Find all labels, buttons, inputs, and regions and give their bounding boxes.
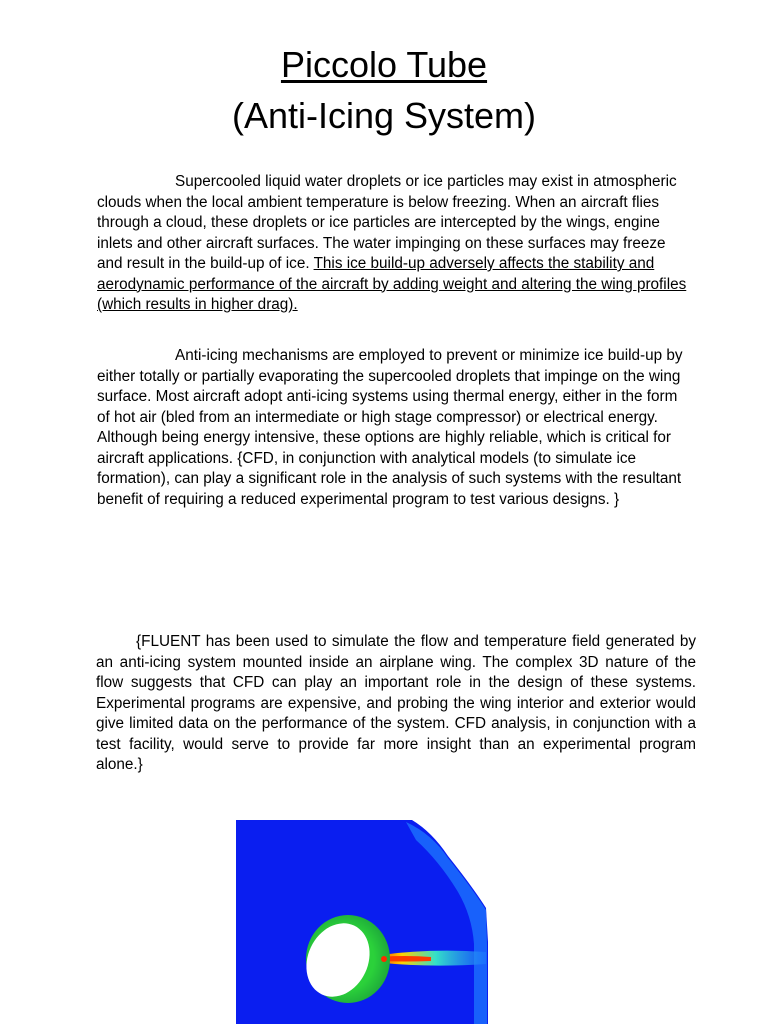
cfd-contour-image [236, 820, 492, 1024]
paragraph-fluent-text: {FLUENT has been used to simulate the flow and temperature field generated by an anti-icing system mounted inside an airplane wing. The complex 3D nature of the flow suggests that CFD can play an important role in the design of these systems. Experimental programs are expensive, and probing the wing interior and exterior would give limited data on the performance of the system. CFD analysis, in conjunction with a test facility, would serve to provide far more insight than an experimental program alone.} [96, 633, 696, 773]
document-title: Piccolo Tube [280, 44, 488, 85]
paragraph-anti-icing-text: Anti-icing mechanisms are employed to prevent or minimize ice build-up by either totally or partially evaporating the supercooled droplets that impinge on the wing surface. Most aircraft adopt anti-icing systems using thermal energy, either in the form of hot air (bled from an intermediate or high stage compressor) or electrical energy. Although being energy intensive, these options are highly reliable, which is critical for aircraft applications. {CFD, in conjunction with analytical models (to simulate ice formation), can play a significant role in the analysis of such systems with the resultant benefit of requiring a reduced experimental program to test various designs. } [97, 347, 683, 508]
paragraph-icing-underlined: This ice build-up adversely affects the stability and aerodynamic performance of the aircraft by adding weight and altering the wing profiles (which results in higher drag). [97, 255, 687, 313]
document-subtitle: (Anti-Icing System) [231, 95, 537, 136]
paragraph-fluent [96, 632, 696, 776]
jet-exit-spot [381, 956, 387, 962]
paragraph-icing-text: Supercooled liquid water droplets or ice particles may exist in atmospheric clouds when the local ambient temperature is below freezing. When an aircraft flies through a cloud, these droplets or ice particles are intercepted by the wings, engine inlets and other aircraft surfaces. The water impinging on these surfaces may freeze and result in the build-up of ice. [97, 173, 677, 272]
paragraph-icing-intro [97, 172, 689, 316]
paragraph-anti-icing [97, 346, 689, 510]
cfd-temperature-figure [236, 820, 492, 1024]
